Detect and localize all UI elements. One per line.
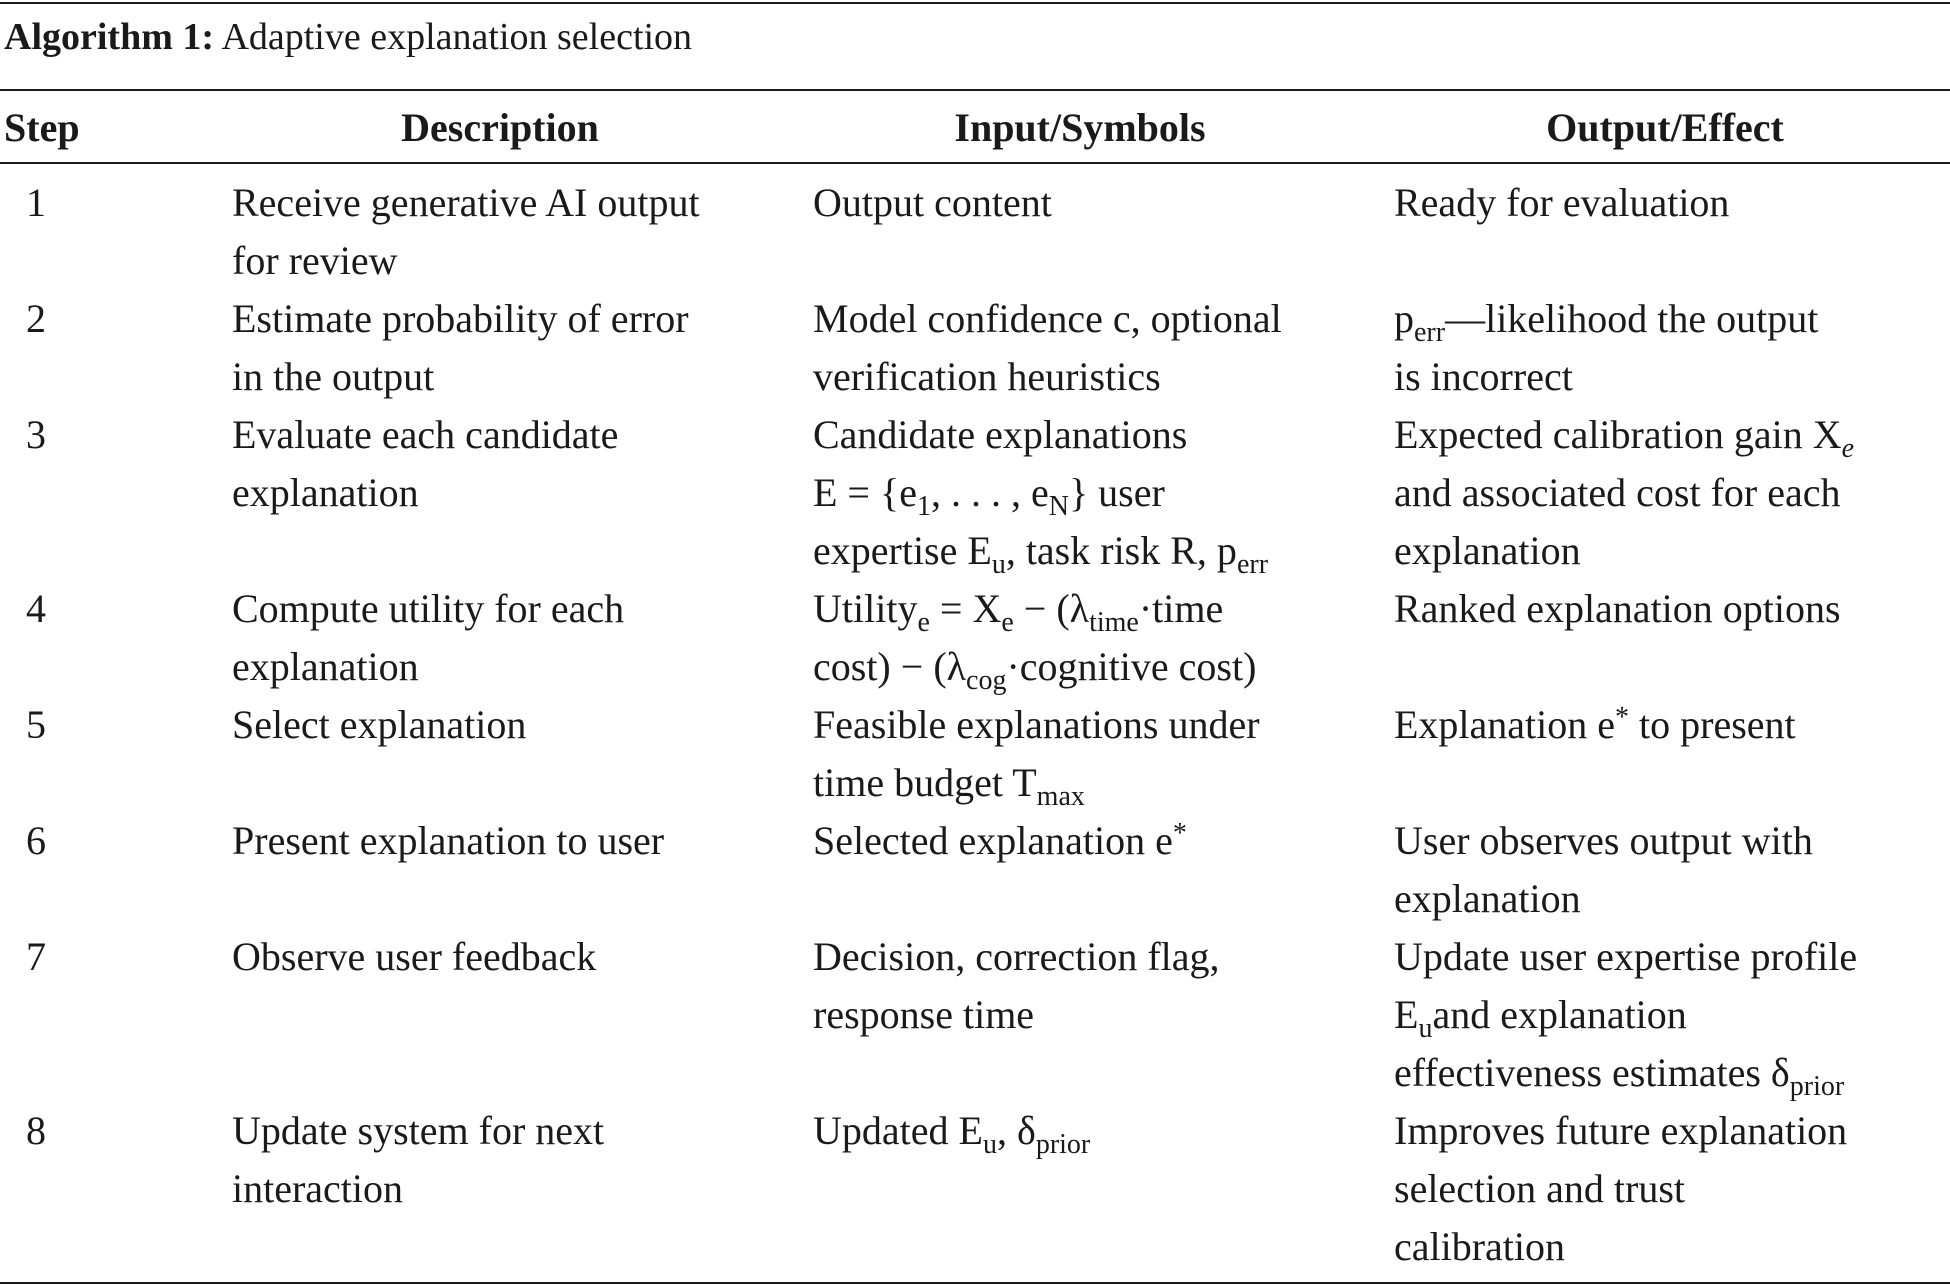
output-line: calibration	[1394, 1224, 1566, 1269]
description-line: Update system for next	[232, 1108, 605, 1153]
utility-formula-line	[813, 638, 1373, 696]
output-line	[1394, 406, 1950, 464]
input-line: Feasible explanations under	[813, 702, 1260, 747]
output-text: E	[1394, 992, 1419, 1037]
input-line: Model confidence c, optional	[813, 296, 1282, 341]
step-number: 5	[26, 702, 46, 747]
set-mid: , . . . , e	[930, 470, 1049, 515]
subscript: e	[1841, 433, 1855, 464]
header-description: Description	[401, 105, 599, 150]
output-line	[1394, 1044, 1950, 1102]
input-line: verification heuristics	[813, 354, 1161, 399]
subscript: time	[1089, 607, 1139, 638]
caption-label: Algorithm 1:	[4, 16, 215, 58]
header-output-effect: Output/Effect	[1546, 105, 1784, 150]
row-output	[1394, 580, 1950, 638]
output-text: —likelihood the output	[1445, 296, 1819, 341]
input-line: Candidate explanations	[813, 412, 1188, 457]
step-number: 2	[26, 296, 46, 341]
subscript: u	[1418, 1013, 1433, 1044]
input-text: expertise E	[813, 528, 992, 573]
description-line: Present explanation to user	[232, 818, 665, 863]
header-step: Step	[4, 105, 80, 150]
input-line	[813, 464, 1373, 522]
row-description	[232, 406, 792, 522]
utility-symbol: Utility	[813, 586, 918, 631]
formula-text: ·cognitive cost)	[1006, 644, 1257, 689]
subscript: u	[991, 549, 1006, 580]
description-line: Compute utility for each	[232, 586, 625, 631]
output-line: explanation	[1394, 876, 1581, 921]
subscript: max	[1036, 781, 1085, 812]
description-line: in the output	[232, 354, 435, 399]
row-input	[813, 580, 1373, 696]
output-text: Explanation e	[1394, 702, 1616, 747]
row-description	[232, 580, 792, 696]
row-input	[813, 812, 1373, 870]
subscript: prior	[1789, 1071, 1845, 1102]
step-number: 8	[26, 1108, 46, 1153]
input-text: , δ	[996, 1108, 1036, 1153]
subscript: u	[982, 1129, 997, 1160]
step-number: 1	[26, 180, 46, 225]
formula-text: cost) − (λ	[813, 644, 967, 689]
row-description	[232, 696, 792, 754]
superscript: *	[1615, 702, 1630, 733]
output-text: Expected calibration gain X	[1394, 412, 1842, 457]
subscript: 1	[916, 491, 931, 522]
description-line: for review	[232, 238, 398, 283]
row-description	[232, 928, 792, 986]
description-line: explanation	[232, 644, 419, 689]
header-input-symbols: Input/Symbols	[954, 105, 1206, 150]
row-output	[1394, 696, 1950, 754]
output-line	[1394, 696, 1950, 754]
output-line	[1394, 290, 1950, 348]
output-line: and associated cost for each	[1394, 470, 1841, 515]
subscript: N	[1048, 491, 1069, 522]
row-description	[232, 290, 792, 406]
formula-text: ·time	[1138, 586, 1224, 631]
input-line: Output content	[813, 180, 1052, 225]
subscript: e	[917, 607, 930, 638]
row-output	[1394, 406, 1950, 580]
description-line: Select explanation	[232, 702, 527, 747]
description-line: Evaluate each candidate	[232, 412, 619, 457]
step-number: 7	[26, 934, 46, 979]
bottom-rule	[0, 1282, 1950, 1284]
set-close: } user	[1068, 470, 1165, 515]
top-rule	[0, 2, 1950, 4]
description-line: Observe user feedback	[232, 934, 597, 979]
header-rule	[0, 162, 1950, 164]
output-line: selection and trust	[1394, 1166, 1686, 1211]
row-input	[813, 696, 1373, 812]
caption-title: Adaptive explanation selection	[221, 16, 693, 58]
row-output	[1394, 928, 1950, 1102]
description-line: Receive generative AI output	[232, 180, 700, 225]
set-open: E = {e	[813, 470, 917, 515]
output-line: Improves future explanation	[1394, 1108, 1848, 1153]
output-text: effectiveness estimates δ	[1394, 1050, 1790, 1095]
step-number: 3	[26, 412, 46, 457]
subscript: err	[1414, 317, 1446, 348]
row-input	[813, 290, 1373, 406]
step-number: 6	[26, 818, 46, 863]
table-caption	[4, 14, 692, 60]
description-line: interaction	[232, 1166, 404, 1211]
formula-text: − (λ	[1013, 586, 1090, 631]
output-line: is incorrect	[1394, 354, 1573, 399]
superscript: *	[1172, 818, 1187, 849]
row-input	[813, 174, 1373, 232]
description-line: Estimate probability of error	[232, 296, 689, 341]
output-line	[1394, 986, 1950, 1044]
input-text: Selected explanation e	[813, 818, 1173, 863]
symbol-p: p	[1394, 296, 1414, 341]
subscript: e	[1001, 607, 1014, 638]
subscript: cog	[966, 665, 1007, 696]
output-line: Update user expertise profile	[1394, 934, 1858, 979]
caption-rule	[0, 89, 1950, 91]
formula-text: = X	[929, 586, 1002, 631]
row-description	[232, 812, 792, 870]
input-text: Updated E	[813, 1108, 983, 1153]
row-output	[1394, 812, 1950, 928]
step-number: 4	[26, 586, 46, 631]
row-input	[813, 1102, 1373, 1160]
output-line: explanation	[1394, 528, 1581, 573]
input-line: response time	[813, 992, 1035, 1037]
description-line: explanation	[232, 470, 419, 515]
input-line	[813, 1102, 1373, 1160]
row-input	[813, 928, 1373, 1044]
row-description	[232, 1102, 792, 1218]
input-text: , task risk R, p	[1005, 528, 1237, 573]
output-text: and explanation	[1432, 992, 1687, 1037]
input-line	[813, 754, 1373, 812]
input-line	[813, 812, 1373, 870]
input-line: Decision, correction flag,	[813, 934, 1220, 979]
output-line: Ready for evaluation	[1394, 180, 1730, 225]
row-output	[1394, 290, 1950, 406]
input-line	[813, 522, 1373, 580]
row-output	[1394, 1102, 1950, 1276]
subscript: err	[1236, 549, 1269, 580]
subscript: prior	[1035, 1129, 1091, 1160]
row-input	[813, 406, 1373, 580]
row-output	[1394, 174, 1950, 232]
utility-formula-line	[813, 580, 1373, 638]
row-description	[232, 174, 792, 290]
output-text: to present	[1629, 702, 1796, 747]
output-line: Ranked explanation options	[1394, 586, 1841, 631]
output-line: User observes output with	[1394, 818, 1813, 863]
input-text: time budget T	[813, 760, 1037, 805]
